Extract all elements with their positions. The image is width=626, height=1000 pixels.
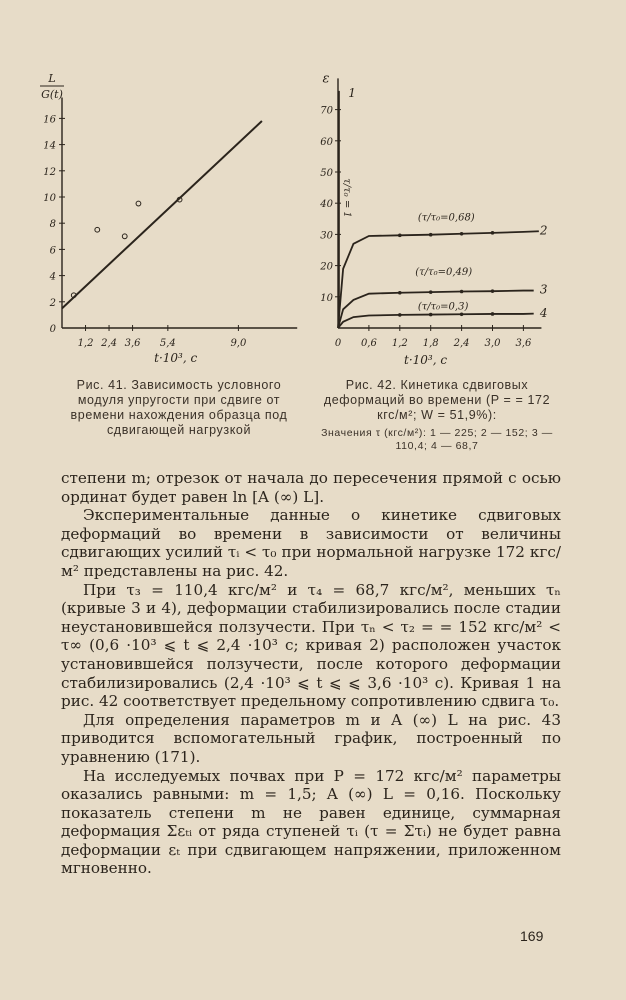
curve-3-point bbox=[398, 291, 402, 295]
data-point bbox=[136, 201, 141, 206]
data-point bbox=[122, 234, 127, 239]
curve-label-4: 4 bbox=[539, 306, 548, 321]
curve-3-point bbox=[460, 290, 464, 294]
x-tick-label: 5,4 bbox=[159, 338, 176, 349]
figure-42 bbox=[300, 55, 610, 380]
paragraph-3: При τ₃ = 110,4 кгс/м² и τ₄ = 68,7 кгс/м², меньших τₙ (кривые 3 и 4), деформации стабилизировались после стадии неустановившейся ползучести. При τₙ < τ₂ = = 152 кгс/м² < τ∞ (0,6 ·10³ ⩽ t ⩽ 2,4 ·10³ с; кривая 2) расположен участок установившейся ползучести, после которого деформации стабилизировались (2,4 ·10³ ⩽ t ⩽ ⩽ 3,6 ·10³ с). Кривая 1 на рис. 42 соответствует предельному сопротивлению сдвига τ₀. bbox=[61, 580, 561, 711]
x-tick-label: 0 bbox=[334, 338, 342, 349]
x-tick-label: 3,6 bbox=[124, 338, 141, 349]
curve-4 bbox=[338, 314, 534, 328]
paragraph-1: степени m; отрезок от начала до пересечения прямой с осью ординат будет равен ln [A (∞) L]. bbox=[61, 469, 561, 506]
figure-42-plot bbox=[300, 55, 610, 380]
y-tick-label: 4 bbox=[49, 271, 56, 283]
page-number: 169 bbox=[520, 928, 544, 944]
curve-label-3: 3 bbox=[539, 282, 548, 297]
curve-label-2: 2 bbox=[539, 223, 548, 238]
curve-4-point bbox=[398, 313, 402, 317]
figure-41-plot bbox=[30, 60, 300, 380]
y-tick-label: 10 bbox=[320, 292, 333, 304]
x-tick-label: 3,0 bbox=[484, 338, 501, 349]
y-axis-label: ε bbox=[322, 71, 330, 87]
fit-line bbox=[62, 121, 262, 308]
y-tick-label: 8 bbox=[49, 219, 56, 231]
curve-2-point bbox=[460, 232, 464, 236]
y-tick-label: 16 bbox=[43, 114, 56, 126]
curve-2-point bbox=[429, 233, 433, 237]
y-tick-label: 60 bbox=[320, 136, 333, 148]
curve-4-point bbox=[460, 312, 464, 316]
annotation-curve-2: (τ/τ₀=0,68) bbox=[417, 212, 475, 224]
y-axis-label-numerator: L bbox=[48, 72, 56, 85]
body-text bbox=[61, 469, 561, 878]
figure-41-caption-text: Рис. 41. Зависимость условного модуля упругости при сдвиге от времени нахождения образца под сдвигающей нагрузкой bbox=[70, 378, 288, 437]
curve-2-point bbox=[491, 231, 495, 235]
x-axis-label: t·10³, c bbox=[154, 351, 198, 365]
paragraph-4: Для определения параметров m и A (∞) L на рис. 43 приводится вспомогательный график, построенный по уравнению (171). bbox=[61, 710, 561, 766]
annotation-curve-3: (τ/τ₀=0,49) bbox=[415, 266, 473, 278]
figure-42-caption bbox=[312, 378, 562, 453]
y-tick-label: 0 bbox=[49, 324, 56, 335]
paragraph-2: Экспериментальные данные о кинетике сдвиговых деформаций во времени в зависимости от величины сдвигающих усилий τᵢ < τ₀ при нормальной нагрузке 172 кгс/м² представлены на рис. 42. bbox=[61, 506, 561, 580]
y-tick-label: 30 bbox=[320, 230, 333, 242]
x-tick-label: 2,4 bbox=[453, 338, 470, 349]
y-tick-label: 10 bbox=[43, 193, 56, 204]
x-tick-label: 3,6 bbox=[515, 338, 532, 349]
y-tick-label: 70 bbox=[320, 105, 333, 117]
x-tick-label: 1,2 bbox=[77, 338, 94, 349]
annotation-curve-1: τ/τ₀ = 1 bbox=[341, 178, 353, 218]
figure-41-caption bbox=[54, 378, 304, 438]
annotation-curve-4: (τ/τ₀=0,3) bbox=[417, 301, 469, 313]
figure-41 bbox=[30, 60, 300, 380]
x-tick-label: 2,4 bbox=[101, 338, 117, 349]
y-tick-label: 40 bbox=[320, 199, 333, 211]
x-tick-label: 1,2 bbox=[391, 338, 408, 349]
y-tick-label: 2 bbox=[49, 297, 56, 309]
figure-42-caption-values: Значения τ (кгс/м²): 1 — 225; 2 — 152; 3 — 110,4; 4 — 68,7 bbox=[321, 427, 553, 452]
x-tick-label: 9,0 bbox=[230, 338, 247, 349]
figure-42-caption-text: Рис. 42. Кинетика сдвиговых деформаций во времени (P = = 172 кгс/м²; W = 51,9%): bbox=[323, 378, 551, 422]
y-axis-label-denominator: G(t) bbox=[41, 88, 63, 101]
curve-3-point bbox=[429, 290, 433, 294]
curve-4-point bbox=[491, 312, 495, 316]
data-point bbox=[95, 227, 100, 232]
y-tick-label: 50 bbox=[320, 168, 333, 179]
curve-4-point bbox=[429, 313, 433, 317]
curve-2-point bbox=[398, 234, 402, 238]
y-tick-label: 14 bbox=[43, 140, 56, 152]
paragraph-5: На исследуемых почвах при P = 172 кгс/м² параметры оказались равными: m = 1,5; A (∞) L = 0,16. Поскольку показатель степени m не равен единице, суммарная деформация Σεₜᵢ от ряда ступеней τᵢ (τ = Στᵢ) не будет равна деформации εₜ при сдвигающем напряжении, приложенном мгновенно. bbox=[61, 766, 561, 878]
curve-label-1: 1 bbox=[348, 86, 356, 101]
y-tick-label: 6 bbox=[49, 245, 56, 257]
curve-3-point bbox=[491, 289, 495, 293]
x-tick-label: 0,6 bbox=[360, 338, 377, 349]
y-tick-label: 20 bbox=[320, 261, 333, 273]
x-tick-label: 1,8 bbox=[422, 338, 439, 349]
y-tick-label: 12 bbox=[43, 166, 56, 178]
x-axis-label: t·10³, c bbox=[404, 353, 448, 367]
